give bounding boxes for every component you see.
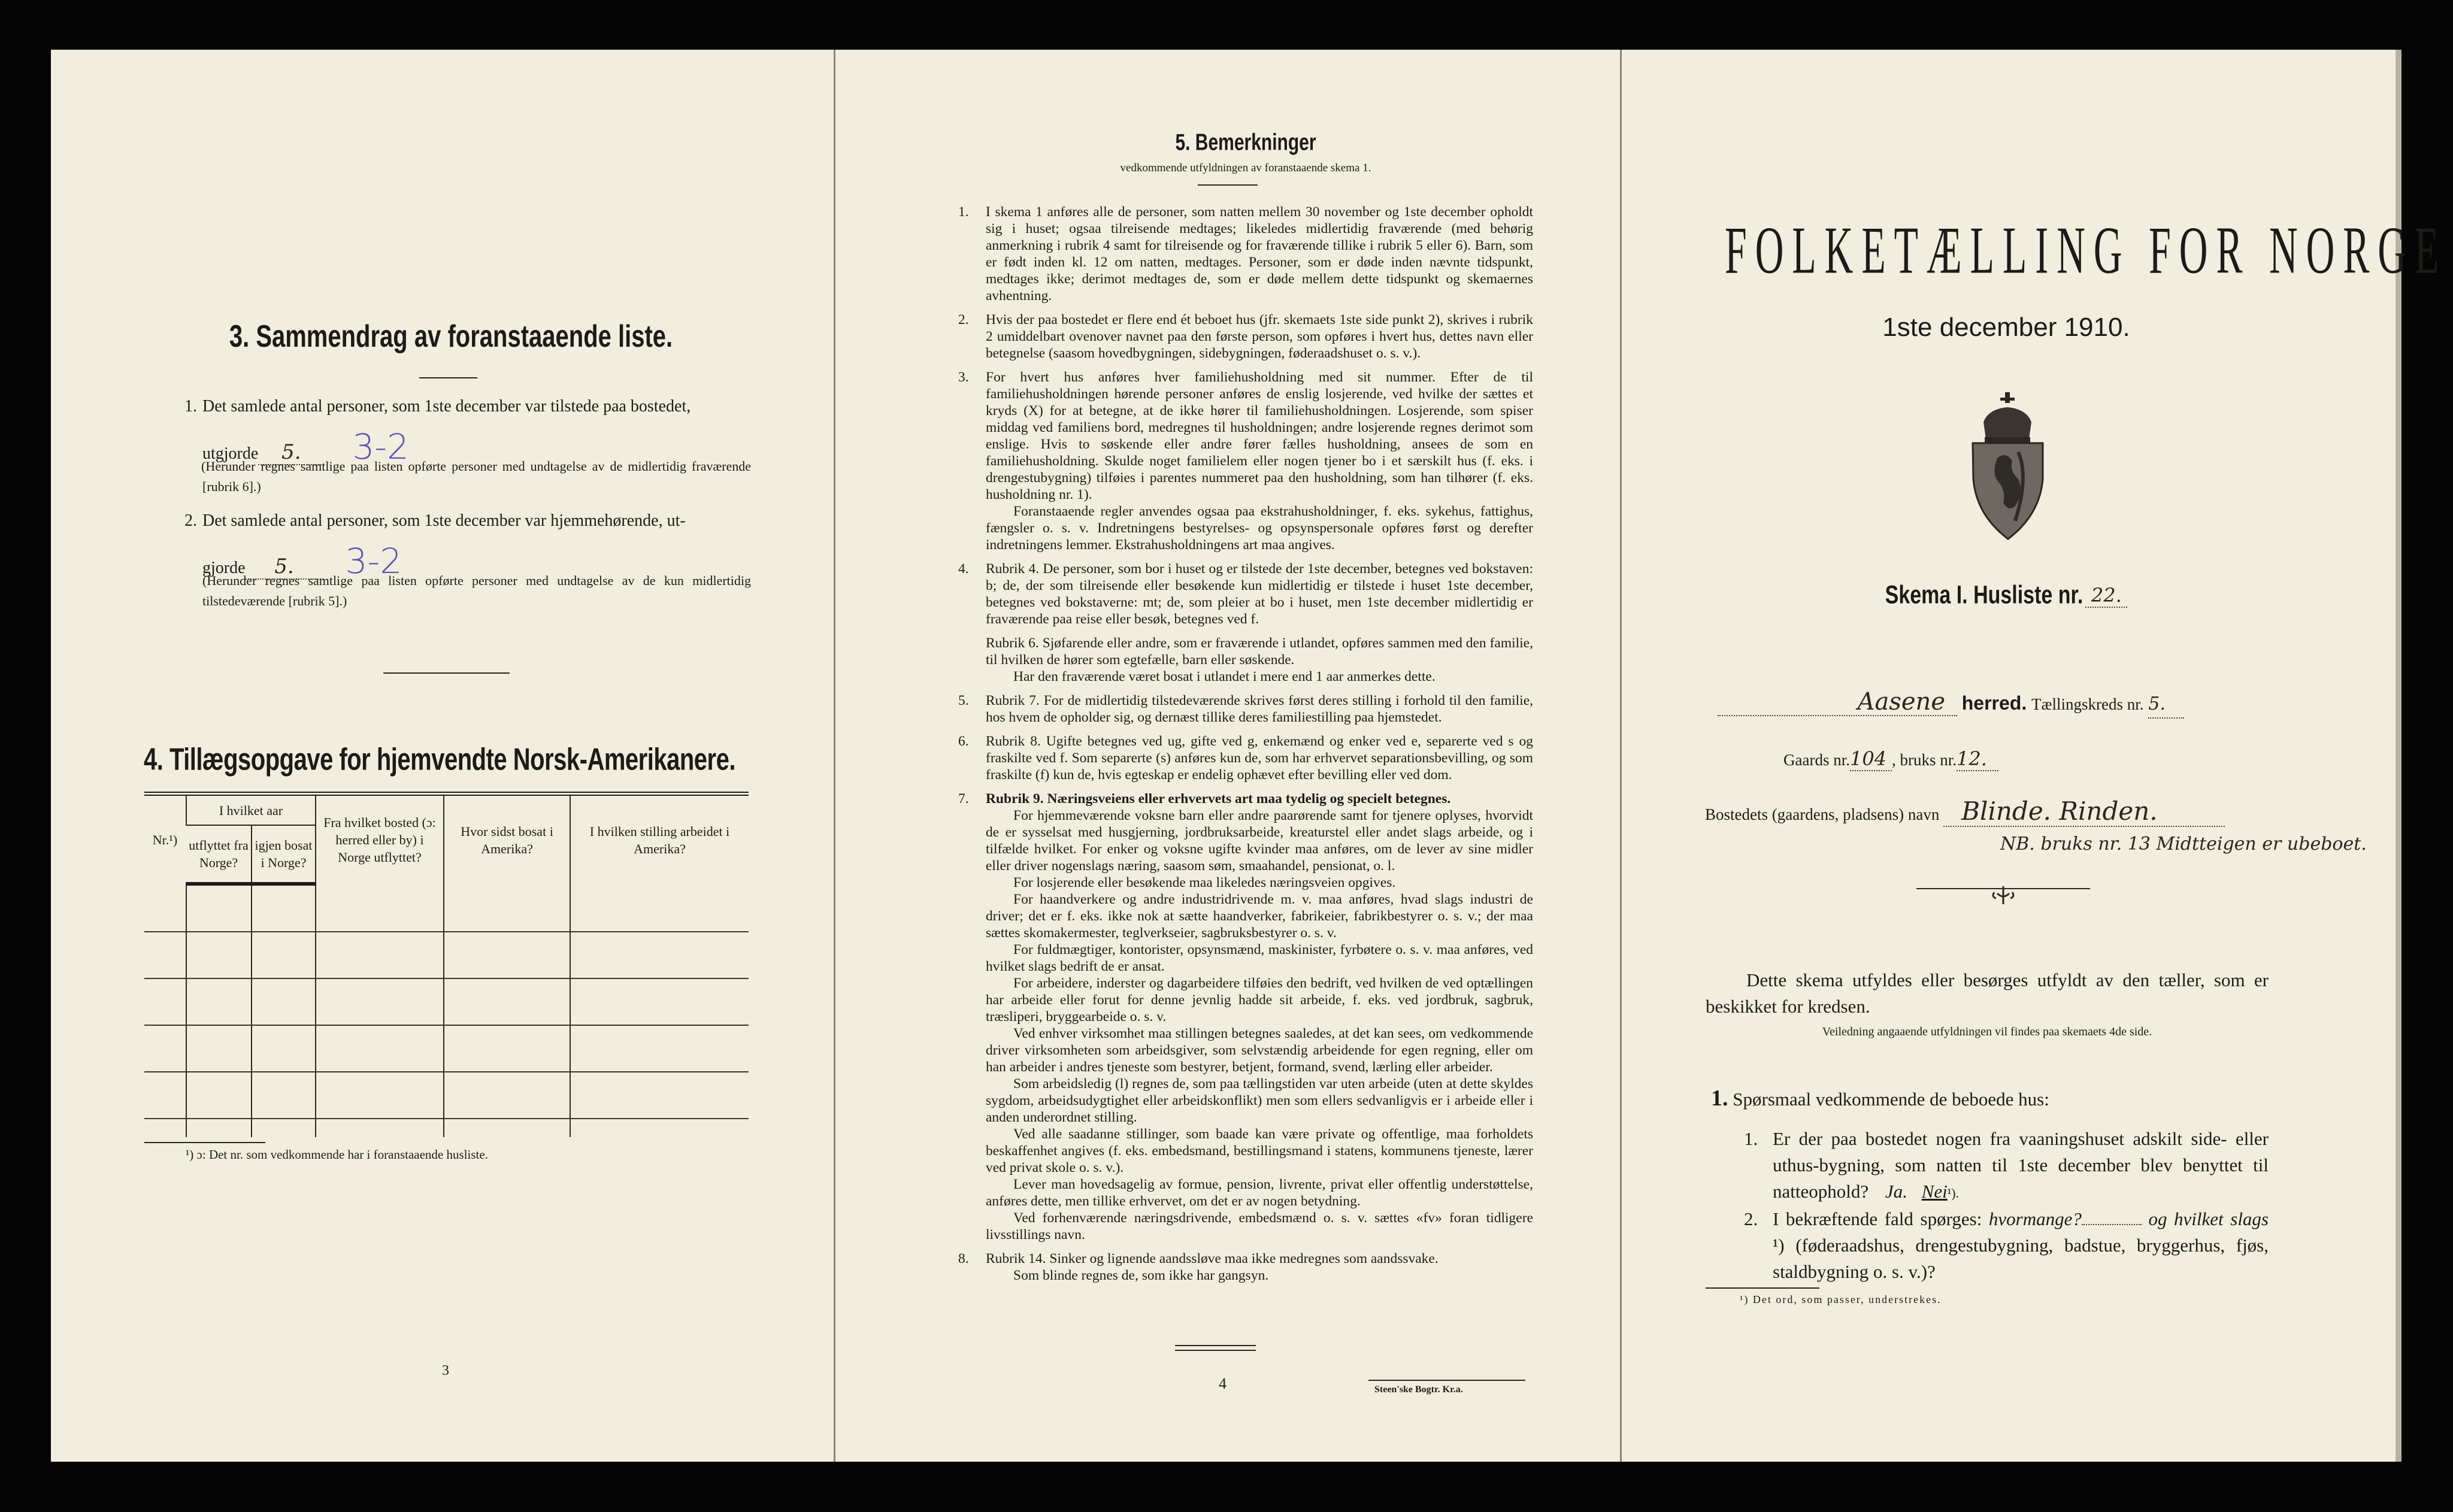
double-rule (1175, 1345, 1256, 1351)
value-label: gjorde (202, 559, 246, 577)
section3-heading-wrap (214, 319, 688, 354)
handwritten-value: 5. (281, 440, 301, 464)
footnote-rule (144, 1142, 265, 1143)
kreds-field[interactable]: 5. (2148, 691, 2184, 719)
cell[interactable] (252, 978, 316, 1025)
question-text-continued: ¹) (føderaadshus, drengestubygning, badstue, bryggerhus, fjøs, staldbygning o. s. v.)? (1773, 1235, 2269, 1282)
item-note: (Herunder regnes samtlige paa listen opførte personer med undtagelse av de midlertidig fraværende [rubrik 6].) (201, 459, 751, 494)
remark-paragraph (958, 503, 1533, 553)
guidance-text: Veiledning angaaende utfyldningen vil findes paa skemaets 4de side. (1822, 1025, 2152, 1038)
cell[interactable] (570, 1025, 749, 1072)
intro-text: Dette skema utfyldes eller besørges utfyldt av den tæller, som er beskikket for kredsen. (1706, 969, 2269, 1017)
table-row (144, 1025, 749, 1072)
question-1-body (1773, 1126, 2269, 1207)
cell[interactable] (444, 1072, 570, 1119)
table-row (144, 932, 749, 978)
remark-paragraph (958, 874, 1533, 891)
remark-number: 6. (958, 734, 969, 749)
cell[interactable] (186, 932, 252, 978)
cell[interactable] (570, 978, 749, 1025)
answer-nei-underlined[interactable]: Nei (1921, 1181, 1948, 1202)
bemerkninger-title-wrap (958, 129, 1533, 156)
cell[interactable] (252, 932, 316, 978)
remark-paragraph (958, 807, 1533, 874)
herred-field[interactable]: Aasene (1718, 689, 1957, 716)
census-title-wrap (1725, 213, 2448, 288)
question-2-body (1773, 1206, 2269, 1285)
cell[interactable] (570, 1072, 749, 1119)
schema-line (1725, 581, 2288, 610)
col-header-left: utflyttet fra Norge? (186, 825, 252, 884)
item-text: Det samlede antal personer, som 1ste december var hjemmehørende, ut- (202, 511, 686, 530)
remark-text: For haandverkere og andre industridrivende m. v. maa anføres, hvad slags industri de driver; det er f. eks. ikke nok at sætte haandverker, fabrikeier, fabrikbestyrer o. s. v.; der maa sættes skomakermester, teglverkseier, sagbruksbestyrer o. s. v. (986, 892, 1533, 941)
cell[interactable] (186, 1025, 252, 1072)
cell[interactable] (144, 1072, 186, 1119)
cell[interactable] (186, 1072, 252, 1119)
bemerkninger-title: 5. Bemerkninger (1175, 129, 1316, 156)
norsk-amerikanere-table (144, 792, 749, 1137)
remark-8 (958, 1250, 1533, 1267)
remark-paragraph (958, 941, 1533, 975)
table-row (144, 978, 749, 1025)
summary-item-1 (184, 396, 751, 417)
table-row (144, 1119, 749, 1137)
right-footnote: ¹) Det ord, som passer, understrekes. (1740, 1293, 1942, 1305)
remark-4 (958, 560, 1533, 628)
remark-paragraph (958, 975, 1533, 1025)
hvormange-field[interactable] (2082, 1224, 2142, 1225)
remark-text: Rubrik 6. Sjøfarende eller andre, som er fraværende i utlandet, opføres sammen med den familie, til hvilken de hører som egtefælle, barn eller søskende. (986, 635, 1533, 668)
cell[interactable] (570, 932, 749, 978)
cell[interactable] (444, 1025, 570, 1072)
remark-text: Rubrik 8. Ugifte betegnes ved ug, gifte ved g, enkemænd og enker ved e, separerte ved s og fraskilte ved f. Som separerte (s) anføres kun de, som har erhvervet separationsbevilling, og som fraskilte (f) kun de, hvis egteskap er endelig ophævet efter bevilling eller ved dom. (986, 734, 1533, 783)
remark-number: 8. (958, 1251, 969, 1266)
col-header-returned: igjen bosat i Norge? (252, 825, 316, 884)
remark-text: Som blinde regnes de, som ikke har gangsyn. (1013, 1268, 1269, 1283)
cell[interactable] (186, 884, 252, 932)
page-fold-left (834, 50, 835, 1462)
cell[interactable] (444, 978, 570, 1025)
item-note: (Herunder regnes samtlige paa listen opførte personer med undtagelse av de kun midlertidig tilstedeværende [rubrik 5].) (202, 573, 751, 608)
cell[interactable] (444, 884, 570, 932)
remark-text: Rubrik 9. Næringsveiens eller erhvervets art maa tydelig og specielt betegnes. (986, 791, 1451, 807)
remark-text: Som arbeidsledig (l) regnes de, som paa tællingstiden var uten arbeide (uten at dette skyldes sygdom, arbeidsudygtighet eller arbeidskonflikt) men som ellers sedvanligvis er i arbeide eller i anden underordnet stilling. (986, 1076, 1533, 1125)
remark-paragraph (958, 1025, 1533, 1075)
cell[interactable] (444, 932, 570, 978)
remark-paragraph (958, 1126, 1533, 1176)
remark-number: 4. (958, 561, 969, 577)
section4-heading: 4. Tillægsopgave for hjemvendte Norsk-Amerikanere. (144, 743, 735, 777)
remark-number: 1. (958, 204, 969, 220)
bemerkninger-subtitle: vedkommende utfyldningen av foranstaaende skema 1. (1120, 162, 1371, 174)
question-heading-number: 1. (1711, 1086, 1728, 1111)
kreds-label: Tællingskreds nr. (2031, 695, 2144, 713)
coat-of-arms-icon (1970, 389, 2045, 542)
page-number: 3 (442, 1363, 449, 1378)
blue-pencil-value: 3-2 (345, 541, 402, 581)
remark-5 (958, 692, 1533, 726)
cell[interactable] (316, 978, 444, 1025)
bruks-label: bruks nr. (1900, 751, 1957, 769)
remark-paragraph (958, 1176, 1533, 1210)
schema-label: Skema I. Husliste nr. (1885, 581, 2083, 610)
question-number: 2. (1744, 1208, 1758, 1229)
item-number: 1. (184, 397, 197, 416)
item-number: 2. (184, 511, 197, 530)
remark-text: For losjerende eller besøkende maa likeledes næringsveien opgives. (1013, 875, 1396, 890)
remark-text: Ved forhenværende næringsdrivende, embedsmænd o. s. v. sættes «fv» foran tidligere livsstillings navn. (986, 1210, 1533, 1243)
divider (419, 377, 477, 378)
remark-number: 5. (958, 693, 969, 708)
item-text: Det samlede antal personer, som 1ste december var tilstede paa bostedet, (202, 397, 691, 416)
remarks-list (958, 204, 1533, 1284)
question-1 (1744, 1126, 2269, 1207)
cell[interactable] (186, 978, 252, 1025)
page-number: 4 (1219, 1375, 1226, 1392)
remark-text: For arbeidere, inderster og dagarbeidere tilføies den bedrift, ved hvilken de ved optællingen har arbeide eller forut for denne jevnlig hadde sit arbeide, f. eks. ved jordbruk, sagbruk, træsliperi, bryggearbeide o. s. v. (986, 975, 1533, 1025)
remark-paragraph (958, 1210, 1533, 1243)
remark-number: 2. (958, 312, 969, 328)
remark-paragraph (958, 1267, 1533, 1284)
cell[interactable] (252, 1072, 316, 1119)
remark-text: Rubrik 4. De personer, som bor i huset og er tilstede der 1ste december, betegnes ved bokstaven: b; de, der som tilreisende eller besøkende kun midlertidig er tilstede i huset 1ste december, betegnes ved bokstaverne: mt; de, som pleier at bo i huset, men 1ste december midlertidig er fraværende paa reise eller besøk, betegnes ved f. (986, 561, 1533, 627)
table-row (144, 1072, 749, 1119)
remark-text: For hvert hus anføres hver familiehusholdning med sit nummer. Efter de til familiehusholdningen hørende personer anføres de enslig losjerende, ved hvilke der sættes et kryds (X) for at betegne, at de ikke hører til familiehusholdningen. Losjerende, som spiser middag ved familiens bord, medregnes til husholdningen; andre losjerende regnes derimot som enslige. Hvis to søskende eller andre fører fælles husholdning, ansees de som en familiehusholdning. Skulde noget familielem eller nogen tjener bo i et særskilt hus (f. eks. i drengestubygning) tilføies i parentes nummeret paa den husholdning, som han tilhører (f. eks. husholdning nr. 1). (986, 369, 1533, 502)
remark-text: Rubrik 14. Sinker og lignende aandssløve maa ikke medregnes som aandssvake. (986, 1251, 1439, 1266)
bruks-field[interactable]: 12. (1957, 747, 1998, 771)
cell[interactable] (316, 1025, 444, 1072)
section3-heading: 3. Sammendrag av foranstaaende liste. (229, 319, 673, 354)
value-label: utgjorde (202, 444, 259, 463)
census-title: FOLKETÆLLING FOR NORGE (1725, 213, 2448, 288)
blue-pencil-value: 3-2 (352, 426, 410, 467)
remark-paragraph (958, 635, 1533, 668)
husliste-number[interactable]: 22. (2085, 584, 2127, 608)
gaards-label: Gaards nr. (1783, 751, 1850, 769)
remark-2 (958, 311, 1533, 362)
col-header-work: I hvilken stilling arbeidet i Amerika? (570, 794, 749, 884)
remark-text: I skema 1 anføres alle de personer, som natten mellem 30 november og 1ste december opholdt sig i huset; ogsaa tilreisende medtages; likeledes midlertidig fraværende (med behørig anmerkning i rubrik 4 samt for tilreisende og for fraværende tillike i rubrik 5 eller 6). Barn, som er født inden kl. 12 om natten, medtages. Personer, som er døde inden nævnte tidspunkt, medtages ikke; derimot medtages de, som er døde mellem dette tidspunkt og skemaernes avhentning. (986, 204, 1533, 304)
col-group-year: I hvilket aar (186, 794, 316, 826)
question-text: Er der paa bostedet nogen fra vaaningshuset adskilt side- eller uthus-bygning, som natten til 1ste december blev benyttet til natteophold? (1773, 1128, 2269, 1202)
remark-text: For hjemmeværende voksne barn eller andre paarørende samt for tjenere oplyses, hvorvidt de er sysselsat med husgjerning, jordbruksarbeide, kreaturstel eller andet slags arbeide, og i tilfælde hvilket. For enker og voksne ugifte kvinder maa anføres, om de lever av sine midler eller driver nogenslags næring, saasom søm, smaahandel, pensionat, o. l. (986, 808, 1533, 874)
cell[interactable] (570, 884, 749, 932)
remark-text: Lever man hovedsagelig av formue, pension, livrente, privat eller offentlig understøttelse, anføres dette, men tillike erhvervet, om det er av nogen betydning. (986, 1177, 1533, 1209)
remark-text: Har den fraværende været bosat i utlandet i mere end 1 aar anmerkes dette. (1013, 669, 1436, 684)
footnote-rule (1706, 1287, 1819, 1289)
table-row (144, 884, 749, 932)
cell[interactable] (144, 978, 186, 1025)
summary-item-2 (184, 511, 751, 531)
remark-1 (958, 204, 1533, 304)
footnote-ref: ¹). (1947, 1186, 1960, 1201)
herred-line (1718, 689, 2184, 719)
cell[interactable] (252, 1025, 316, 1072)
gaards-field[interactable]: 104 (1850, 747, 1892, 771)
printer-rule (1368, 1380, 1525, 1381)
gaards-line: Gaards nr.104 , bruks nr.12. (1783, 747, 1998, 771)
remark-6 (958, 733, 1533, 783)
question-heading-text: Spørsmaal vedkommende de beboede hus: (1733, 1089, 2049, 1110)
cell[interactable] (316, 884, 444, 932)
section4-heading-wrap (144, 743, 749, 777)
question-text: I bekræftende fald spørges: (1773, 1208, 1982, 1229)
remark-text: For fuldmægtiger, kontorister, opsynsmænd, maskinister, fyrbøtere o. s. v. maa anføres, ved hvilket slags bedrift de er ansat. (986, 942, 1533, 974)
question-heading (1711, 1085, 2049, 1113)
bosted-label: Bostedets (gaardens, pladsens) navn (1705, 805, 1940, 823)
remark-text: Ved enhver virksomhet maa stillingen betegnes saaledes, at det kan sees, om vedkommende driver virksomheten som arbeidsgiver, som selvstændig arbeidende for egen regning, eller om han arbeider i andres tjeneste som bestyrer, betjent, formand, svend, lærling eller arbeider. (986, 1026, 1533, 1075)
question-2 (1744, 1206, 2269, 1285)
table-footnote: ¹) ɔ: Det nr. som vedkommende har i foranstaaende husliste. (186, 1147, 488, 1162)
cell[interactable] (316, 932, 444, 978)
col-header-from: Fra hvilket bosted (ɔ: herred eller by) i Norge utflyttet? (316, 794, 444, 884)
cell[interactable] (252, 884, 316, 932)
printer-imprint: Steen'ske Bogtr. Kr.a. (1374, 1384, 1463, 1395)
remark-text: Rubrik 7. For de midlertidig tilstedeværende skrives først deres stilling i forhold til den familie, hos hvem de opholder sig, og dernæst tillike deres familiestilling paa hjemstedet. (986, 693, 1533, 725)
answer-ja[interactable]: Ja. (1885, 1181, 1907, 1202)
remark-text: Hvis der paa bostedet er flere end ét beboet hus (jfr. skemaets 1ste side punkt 2), skrives i rubrik 2 umiddelbart ovenover navnet paa den første person, som opføres i hvert hus, dettes navn eller betegnelse (saasom hovedbygningen, sidebygningen, føderaadshuset o. s. v.). (986, 312, 1533, 361)
cell[interactable] (144, 884, 186, 932)
divider (383, 672, 510, 674)
handwritten-value: 5. (274, 554, 294, 578)
bosted-field[interactable]: Blinde. Rinden. (1943, 796, 2225, 827)
bosted-line (1705, 796, 2225, 827)
remark-text: Foranstaaende regler anvendes ogsaa paa ekstrahusholdninger, f. eks. sykehus, fattighus, fængsler o. s. v. Indretningens bestyrelses- og opsynspersonale opføres først og derefter indretningens lemmer. Ekstrahusholdningens art maa angives. (986, 504, 1533, 553)
remark-paragraph (958, 668, 1533, 685)
cell[interactable] (316, 1072, 444, 1119)
handwritten-note: NB. bruks nr. 13 Midtteigen er ubeboet. (2000, 834, 2367, 855)
ornament-divider-icon (1916, 885, 2090, 909)
page-fold-right (1620, 50, 1622, 1462)
remark-text: Ved alle saadanne stillinger, som baade kan være private og offentlige, maa forholdets beskaffenhet angives (f. eks. embedsmand, bestillingsmand i statens, kommunens tjeneste, lærer ved privat skole o. s. v.). (986, 1126, 1533, 1175)
remark-7 (958, 790, 1533, 807)
question-hvormange: hvormange? (1988, 1208, 2082, 1229)
cell[interactable] (144, 1025, 186, 1072)
question-slags: og hvilket slags (2148, 1208, 2269, 1229)
remark-paragraph (958, 891, 1533, 941)
question-number: 1. (1744, 1128, 1758, 1149)
remark-paragraph (958, 1075, 1533, 1126)
census-date: 1ste december 1910. (1882, 313, 2130, 342)
remark-number: 7. (958, 791, 969, 807)
col-header-where: Hvor sidst bosat i Amerika? (444, 794, 570, 884)
remark-3 (958, 369, 1533, 503)
cell[interactable] (144, 932, 186, 978)
herred-label: herred. (1961, 692, 2027, 714)
remark-number: 3. (958, 369, 969, 385)
divider (1198, 184, 1258, 186)
col-header-nr: Nr.¹) (144, 794, 186, 884)
